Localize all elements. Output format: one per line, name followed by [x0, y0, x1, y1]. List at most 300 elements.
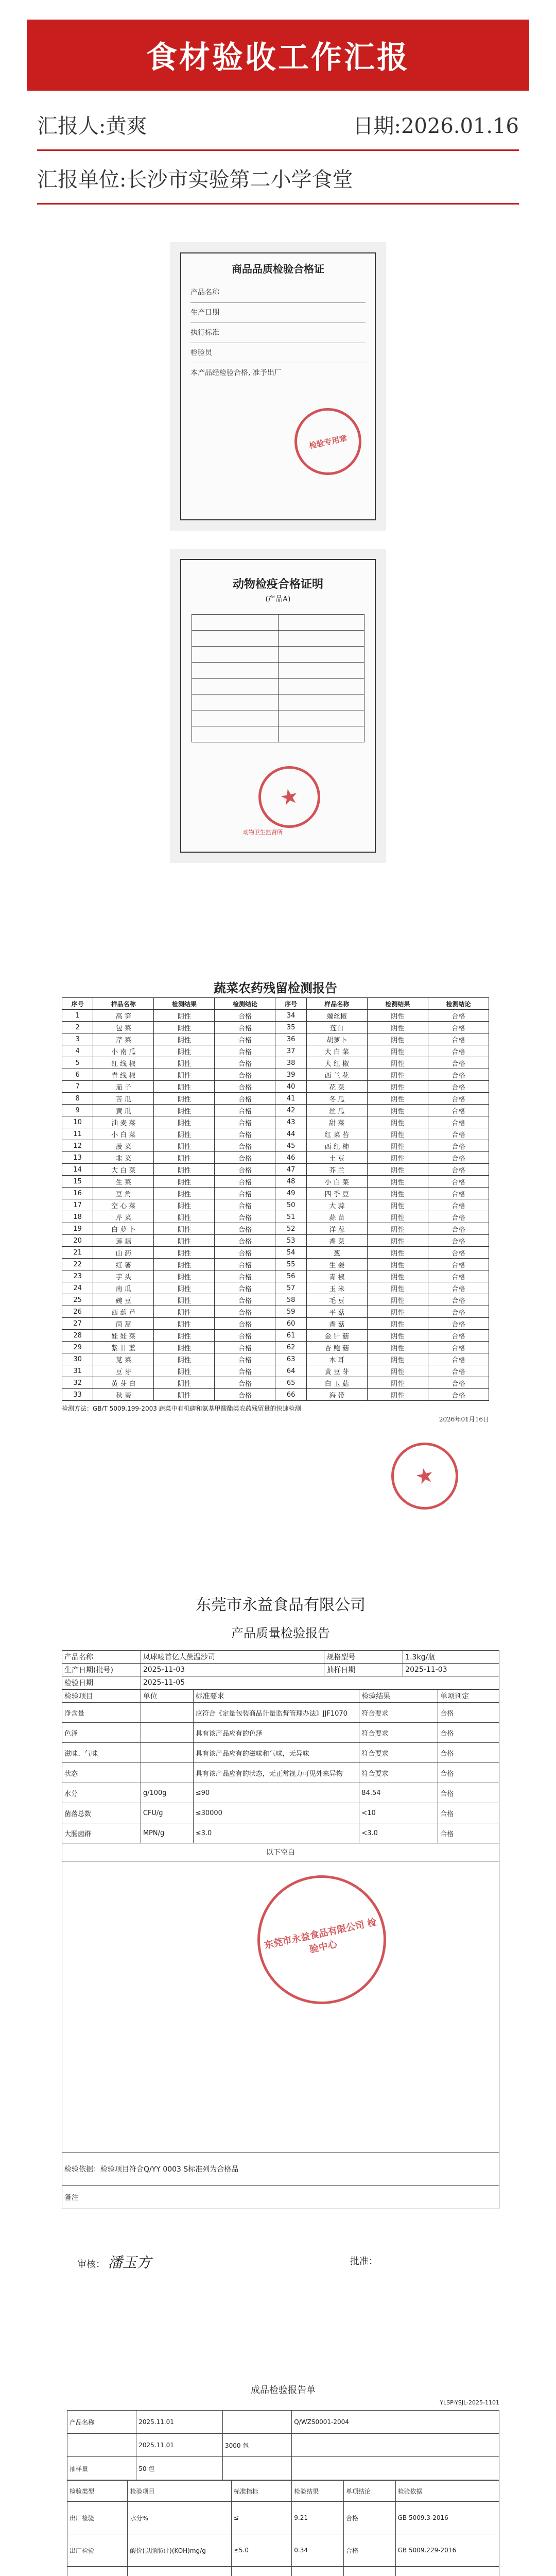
table-cell: 9.21 [292, 2502, 344, 2534]
table-cell: 滋味、气味 [62, 1743, 141, 1763]
table-cell: 阴性 [154, 1093, 215, 1105]
quarantine-table [192, 614, 364, 742]
table-cell: 娃 娃 菜 [93, 1330, 154, 1342]
table-cell: 阴性 [154, 1033, 215, 1045]
table-row [62, 1069, 489, 1081]
table-row [62, 1783, 499, 1803]
table-cell: 莲白 [306, 1022, 367, 1033]
table-cell: ≤30000 [193, 1803, 359, 1823]
table-cell: 南 瓜 [93, 1282, 154, 1294]
table-row [62, 1703, 499, 1723]
table-cell: 38 [275, 1057, 306, 1069]
table-row [62, 1803, 499, 1823]
quarantine-stamp-text: 动物卫生监督所 [243, 829, 283, 836]
table-cell: 合格 [428, 1294, 489, 1306]
table-cell: 30 [62, 1353, 93, 1365]
table-cell: 包 菜 [93, 1022, 154, 1033]
reviewer-label: 审核： [77, 2259, 105, 2270]
cell-label: 产品名称 [62, 1651, 141, 1664]
col-header: 检验项目 [128, 2481, 231, 2502]
table-cell: 小 白 菜 [93, 1128, 154, 1140]
table-cell: 合格 [215, 1093, 275, 1105]
table-cell: 阴性 [367, 1389, 428, 1401]
table-cell: 44 [275, 1128, 306, 1140]
table-cell: 阴性 [367, 1164, 428, 1176]
table-cell: 39 [275, 1069, 306, 1081]
table-row [62, 1010, 489, 1022]
production-date: 2025-11-03 [141, 1664, 324, 1676]
table-cell: 合格 [215, 1294, 275, 1306]
table-cell: 合格 [428, 1223, 489, 1235]
table-cell: 茼 蒿 [93, 1318, 154, 1330]
finished-product-report [67, 2367, 499, 2576]
table-cell: 合格 [215, 1306, 275, 1318]
stamp-text: 东莞市永益食品有限公司 检验中心 [263, 1917, 378, 1956]
col-header: 标准指标 [231, 2481, 291, 2502]
table-row [62, 1743, 499, 1763]
table-cell: 36 [275, 1033, 306, 1045]
table-cell: 22 [62, 1259, 93, 1270]
table-cell: 蒜 苗 [306, 1211, 367, 1223]
table-cell: 豆 芽 [93, 1365, 154, 1377]
batch-no: 2025.11.01 [136, 2434, 223, 2457]
table-cell: 合格 [215, 1223, 275, 1235]
table-cell: 紫 甘 蓝 [93, 1342, 154, 1353]
sample-count: 3000 包 [223, 2434, 292, 2457]
table-cell: 合格 [428, 1365, 489, 1377]
table-cell: 大 蒜 [306, 1199, 367, 1211]
table-cell: 阴性 [154, 1377, 215, 1389]
table-cell: 合格 [215, 1140, 275, 1152]
table-cell: 阴性 [154, 1389, 215, 1401]
table-cell: 合格 [215, 1270, 275, 1282]
table-cell: 阴性 [154, 1235, 215, 1247]
table-cell [343, 2567, 395, 2576]
table-cell: 阴性 [154, 1259, 215, 1270]
table-cell: 大肠菌群 [62, 1823, 141, 1843]
table-cell: 合格 [428, 1033, 489, 1045]
table-cell: 胡萝卜 [306, 1033, 367, 1045]
table-cell: 甜 菜 [306, 1116, 367, 1128]
table-cell: 合格 [438, 1703, 499, 1723]
product-no: 2025.11.01 [136, 2411, 223, 2434]
table-cell: 韭 菜 [93, 1152, 154, 1164]
table-cell: 阴性 [367, 1377, 428, 1389]
col-header: 检验项目 [62, 1690, 141, 1703]
table-cell: 白 玉 菇 [306, 1377, 367, 1389]
reviewer-line [77, 2251, 151, 2272]
table-row [62, 1199, 489, 1211]
table-cell: 阴性 [367, 1105, 428, 1116]
table-cell: <3.0 [359, 1823, 438, 1843]
table-cell: 0.34 [292, 2534, 344, 2567]
quality-certificate-photo [170, 242, 386, 531]
table-cell: 合格 [428, 1282, 489, 1294]
table-cell: GB 5009.3-2016 [395, 2502, 499, 2534]
table-cell: 海 带 [306, 1389, 367, 1401]
table-cell: 60 [275, 1318, 306, 1330]
table-cell: 阴性 [154, 1199, 215, 1211]
table-cell [395, 2567, 499, 2576]
table-cell: 合格 [428, 1247, 489, 1259]
table-cell: 阴性 [154, 1211, 215, 1223]
table-cell: ≤ [231, 2502, 291, 2534]
table-cell: 37 [275, 1045, 306, 1057]
table-cell: 阴性 [154, 1306, 215, 1318]
cell-label: 规格型号 [324, 1651, 403, 1664]
table-cell: 12 [62, 1140, 93, 1152]
table-cell: 42 [275, 1105, 306, 1116]
table-cell: 具有该产品应有的色泽 [193, 1723, 359, 1743]
company-name: 东莞市永益食品有限公司 [196, 1596, 366, 1614]
table-cell: 8 [62, 1093, 93, 1105]
table-cell: 阴性 [367, 1069, 428, 1081]
table-cell: 56 [275, 1270, 306, 1282]
table-cell: 秋 葵 [93, 1389, 154, 1401]
pesticide-header-row [62, 998, 489, 1010]
finished-info-table [67, 2410, 499, 2480]
report-header [0, 0, 556, 242]
table-cell: 合格 [438, 1803, 499, 1823]
table-row [62, 1763, 499, 1783]
table-cell: 小 白 菜 [306, 1176, 367, 1188]
product-standard: Q/WZS0001-2004 [292, 2411, 499, 2434]
cell-label: 检验日期 [62, 1676, 141, 1689]
table-cell: 菠 菜 [93, 1140, 154, 1152]
table-cell: 茄 子 [93, 1081, 154, 1093]
table-cell: 64 [275, 1365, 306, 1377]
table-cell: 阴性 [154, 1318, 215, 1330]
table-cell: 合格 [215, 1330, 275, 1342]
col-header: 检验依据 [395, 2481, 499, 2502]
table-cell: 芹 菜 [93, 1033, 154, 1045]
table-cell: 15 [62, 1176, 93, 1188]
table-cell: 阴性 [367, 1033, 428, 1045]
table-row [62, 1093, 489, 1105]
table-cell: 合格 [215, 1259, 275, 1270]
table-cell: 合格 [428, 1353, 489, 1365]
table-cell: 山 药 [93, 1247, 154, 1259]
pesticide-date: 2026年01月16日 [439, 1416, 489, 1423]
table-row [62, 1306, 489, 1318]
table-cell: 阴性 [154, 1128, 215, 1140]
table-cell: 21 [62, 1247, 93, 1259]
pesticide-rows [62, 1010, 489, 1401]
table-cell: 合格 [215, 1069, 275, 1081]
table-cell: 合格 [215, 1152, 275, 1164]
table-cell: 具有该产品应有的滋味和气味，无异味 [193, 1743, 359, 1763]
check-date: 2025-11-05 [141, 1676, 499, 1689]
col-header: 单项结论 [343, 2481, 395, 2502]
table-cell: 合格 [428, 1318, 489, 1330]
table-cell: 46 [275, 1152, 306, 1164]
table-cell: 53 [275, 1235, 306, 1247]
table-cell: 3 [62, 1033, 93, 1045]
table-cell: 32 [62, 1377, 93, 1389]
table-cell: 阴性 [154, 1223, 215, 1235]
table-cell: 阴性 [154, 1365, 215, 1377]
table-cell: 54 [275, 1247, 306, 1259]
table-cell: 阴性 [154, 1164, 215, 1176]
table-cell: 合格 [215, 1081, 275, 1093]
table-cell [141, 1703, 193, 1723]
table-row [62, 1105, 489, 1116]
remark-label: 备注 [62, 2186, 499, 2209]
table-cell [292, 2567, 344, 2576]
table-cell: 阴性 [154, 1188, 215, 1199]
stamp-star-icon: ★ [414, 1464, 436, 1488]
table-cell: 冬 瓜 [306, 1093, 367, 1105]
table-cell: 阴性 [154, 1105, 215, 1116]
table-cell: 符合要求 [359, 1763, 438, 1783]
table-cell: 阴性 [367, 1057, 428, 1069]
table-cell: 33 [62, 1389, 93, 1401]
col-header: 样品名称 [93, 998, 154, 1010]
table-row [62, 1116, 489, 1128]
table-cell: 61 [275, 1330, 306, 1342]
table-cell: 59 [275, 1306, 306, 1318]
table-cell: 合格 [215, 1045, 275, 1057]
certificate-line: 检验员 [190, 343, 366, 363]
table-cell [141, 1743, 193, 1763]
table-cell: 阴性 [367, 1152, 428, 1164]
table-cell: 木 耳 [306, 1353, 367, 1365]
table-cell: 合格 [215, 1211, 275, 1223]
table-cell: 合格 [428, 1164, 489, 1176]
table-cell: 阴性 [154, 1282, 215, 1294]
table-row [62, 1211, 489, 1223]
table-cell: 合格 [428, 1259, 489, 1270]
certificate-line: 执行标准 [190, 323, 366, 343]
table-cell: 合格 [428, 1140, 489, 1152]
table-cell: 阴性 [367, 1188, 428, 1199]
table-cell: 7 [62, 1081, 93, 1093]
table-cell: 阴性 [367, 1318, 428, 1330]
table-cell: CFU/g [141, 1803, 193, 1823]
table-cell: 苋 菜 [93, 1353, 154, 1365]
sample-qty: 50 包 [136, 2457, 223, 2480]
table-row [62, 1294, 489, 1306]
quality-certificate [180, 252, 376, 520]
table-cell: 香 菇 [306, 1318, 367, 1330]
table-cell: 阴性 [367, 1140, 428, 1152]
table-cell: 合格 [428, 1022, 489, 1033]
table-cell: 阴性 [154, 1152, 215, 1164]
table-row [62, 1152, 489, 1164]
pesticide-report [62, 979, 489, 1540]
table-cell: 阴性 [367, 1211, 428, 1223]
table-cell: 63 [275, 1353, 306, 1365]
table-cell: 34 [275, 1010, 306, 1022]
table-cell: 26 [62, 1306, 93, 1318]
table-cell: 红 菜 苔 [306, 1128, 367, 1140]
table-cell: 6 [62, 1069, 93, 1081]
table-cell: 阴性 [154, 1057, 215, 1069]
table-cell: 杏 鲍 菇 [306, 1342, 367, 1353]
table-row [62, 1389, 489, 1401]
table-cell: 合格 [428, 1211, 489, 1223]
table-cell: 阴性 [367, 1247, 428, 1259]
table-cell: 苦 瓜 [93, 1093, 154, 1105]
table-cell: 合格 [428, 1045, 489, 1057]
table-cell: 黄 瓜 [93, 1105, 154, 1116]
table-cell: 西 红 柿 [306, 1140, 367, 1152]
approver-line: 批准： [350, 2256, 378, 2267]
certificate-title: 商品品质检验合格证 [232, 263, 324, 275]
table-cell: 阴性 [154, 1294, 215, 1306]
table-row [62, 1235, 489, 1247]
quarantine-subtitle: (产品A) [265, 595, 291, 603]
report-date: 日期:2026.01.16 [353, 114, 519, 138]
table-cell: 阴性 [367, 1294, 428, 1306]
table-cell: 阴性 [154, 1022, 215, 1033]
table-cell: 阴性 [154, 1247, 215, 1259]
table-cell: 阴性 [154, 1140, 215, 1152]
table-cell: 阴性 [367, 1045, 428, 1057]
table-cell: 合格 [428, 1057, 489, 1069]
table-cell: 合格 [428, 1010, 489, 1022]
table-cell: 11 [62, 1128, 93, 1140]
table-cell: 合格 [215, 1342, 275, 1353]
table-cell: 45 [275, 1140, 306, 1152]
table-cell: 毛 豆 [306, 1294, 367, 1306]
report-title: 食材验收工作汇报 [146, 40, 410, 76]
table-cell: 青 线 椒 [93, 1069, 154, 1081]
certificate-line: 产品名称 [190, 283, 366, 303]
pesticide-stamp [385, 1436, 464, 1516]
table-cell: 菌落总数 [62, 1803, 141, 1823]
table-cell: 阴性 [367, 1270, 428, 1282]
reporter-name: 汇报人:黄爽 [37, 114, 147, 138]
meta-row-unit [37, 155, 519, 201]
table-row [62, 1140, 489, 1152]
table-cell: 合格 [428, 1270, 489, 1282]
meta-row-reporter [37, 101, 519, 147]
table-cell [128, 2567, 231, 2576]
blank-note: 以下空白 [62, 1843, 499, 1861]
table-cell: 9 [62, 1105, 93, 1116]
table-cell: 阴性 [367, 1093, 428, 1105]
table-cell: 19 [62, 1223, 93, 1235]
table-cell: 净含量 [62, 1703, 141, 1723]
table-cell: 应符合《定量包装商品计量监督管理办法》JJF1070 [193, 1703, 359, 1723]
table-cell: 合格 [215, 1353, 275, 1365]
table-cell: 平 菇 [306, 1306, 367, 1318]
table-row [62, 1259, 489, 1270]
table-cell: 阴性 [367, 1081, 428, 1093]
table-cell: 阴性 [367, 1259, 428, 1270]
table-cell: 生 菜 [93, 1176, 154, 1188]
table-cell: 芥 兰 [306, 1164, 367, 1176]
col-header: 检验结果 [292, 2481, 344, 2502]
table-cell: 大 白 菜 [93, 1164, 154, 1176]
table-cell: 西 葫 芦 [93, 1306, 154, 1318]
col-header: 序号 [275, 998, 306, 1010]
table-cell: 43 [275, 1116, 306, 1128]
table-cell: 阴性 [154, 1081, 215, 1093]
table-cell: 具有该产品应有的状态，无正常视力可见外来异物 [193, 1763, 359, 1783]
table-cell: 合格 [438, 1723, 499, 1743]
table-cell: 阴性 [154, 1176, 215, 1188]
table-cell: 57 [275, 1282, 306, 1294]
table-row [62, 1057, 489, 1069]
table-row [62, 1033, 489, 1045]
col-header: 序号 [62, 998, 93, 1010]
table-cell: 丝 瓜 [306, 1105, 367, 1116]
table-row [62, 1330, 489, 1342]
table-cell: 阴性 [367, 1353, 428, 1365]
table-cell: 葱 [306, 1247, 367, 1259]
table-cell: 阴性 [154, 1353, 215, 1365]
col-header: 标准要求 [193, 1690, 359, 1703]
table-cell: 84.54 [359, 1783, 438, 1803]
table-cell: 14 [62, 1164, 93, 1176]
quality-rows [62, 1703, 499, 1843]
quarantine-title: 动物检疫合格证明 [232, 578, 323, 591]
table-cell: 出厂检验 [67, 2502, 128, 2534]
product-name: 凤球唛首亿人蔗温沙司 [141, 1651, 324, 1664]
quarantine-stamp [253, 760, 326, 834]
table-cell: GB 5009.229-2016 [395, 2534, 499, 2567]
table-row [62, 1318, 489, 1330]
table-cell: 合格 [428, 1105, 489, 1116]
table-cell: 花 菜 [306, 1081, 367, 1093]
table-cell: 四 季 豆 [306, 1188, 367, 1199]
table-cell: 阴性 [154, 1010, 215, 1022]
table-cell [141, 1723, 193, 1743]
cell-label: 生产日期(批号) [62, 1664, 141, 1676]
table-cell: 合格 [428, 1116, 489, 1128]
table-cell: 合格 [438, 1743, 499, 1763]
col-header: 检测结论 [215, 998, 275, 1010]
table-cell: 阴性 [367, 1306, 428, 1318]
table-cell: 高 笋 [93, 1010, 154, 1022]
table-cell [141, 1763, 193, 1783]
title-banner [27, 20, 529, 91]
table-cell: 合格 [428, 1188, 489, 1199]
table-cell: 大 红 椒 [306, 1057, 367, 1069]
table-cell: 41 [275, 1093, 306, 1105]
table-cell: 合格 [438, 1763, 499, 1783]
table-cell: 66 [275, 1389, 306, 1401]
table-cell: 豌 豆 [93, 1294, 154, 1306]
table-cell: 阴性 [367, 1330, 428, 1342]
table-cell: 55 [275, 1259, 306, 1270]
table-cell: 阴性 [367, 1342, 428, 1353]
table-cell: 62 [275, 1342, 306, 1353]
table-cell: 25 [62, 1294, 93, 1306]
table-cell: 合格 [428, 1235, 489, 1247]
table-cell: 20 [62, 1235, 93, 1247]
table-cell: 阴性 [367, 1176, 428, 1188]
table-cell: 黄 芽 白 [93, 1377, 154, 1389]
table-cell: 符合要求 [359, 1703, 438, 1723]
finished-report-code: YLSP-YSJL-2025-1101 [440, 2399, 499, 2406]
table-cell: 28 [62, 1330, 93, 1342]
table-cell: 阴性 [367, 1235, 428, 1247]
table-cell: 合格 [428, 1342, 489, 1353]
table-cell: 阴性 [367, 1128, 428, 1140]
table-cell: 合格 [428, 1330, 489, 1342]
table-cell: MPN/g [141, 1823, 193, 1843]
table-cell: 18 [62, 1211, 93, 1223]
table-cell: 合格 [428, 1128, 489, 1140]
table-cell: 24 [62, 1282, 93, 1294]
table-cell: 合格 [215, 1105, 275, 1116]
table-cell: 合格 [428, 1199, 489, 1211]
table-cell: 符合要求 [359, 1743, 438, 1763]
table-cell: 合格 [215, 1057, 275, 1069]
